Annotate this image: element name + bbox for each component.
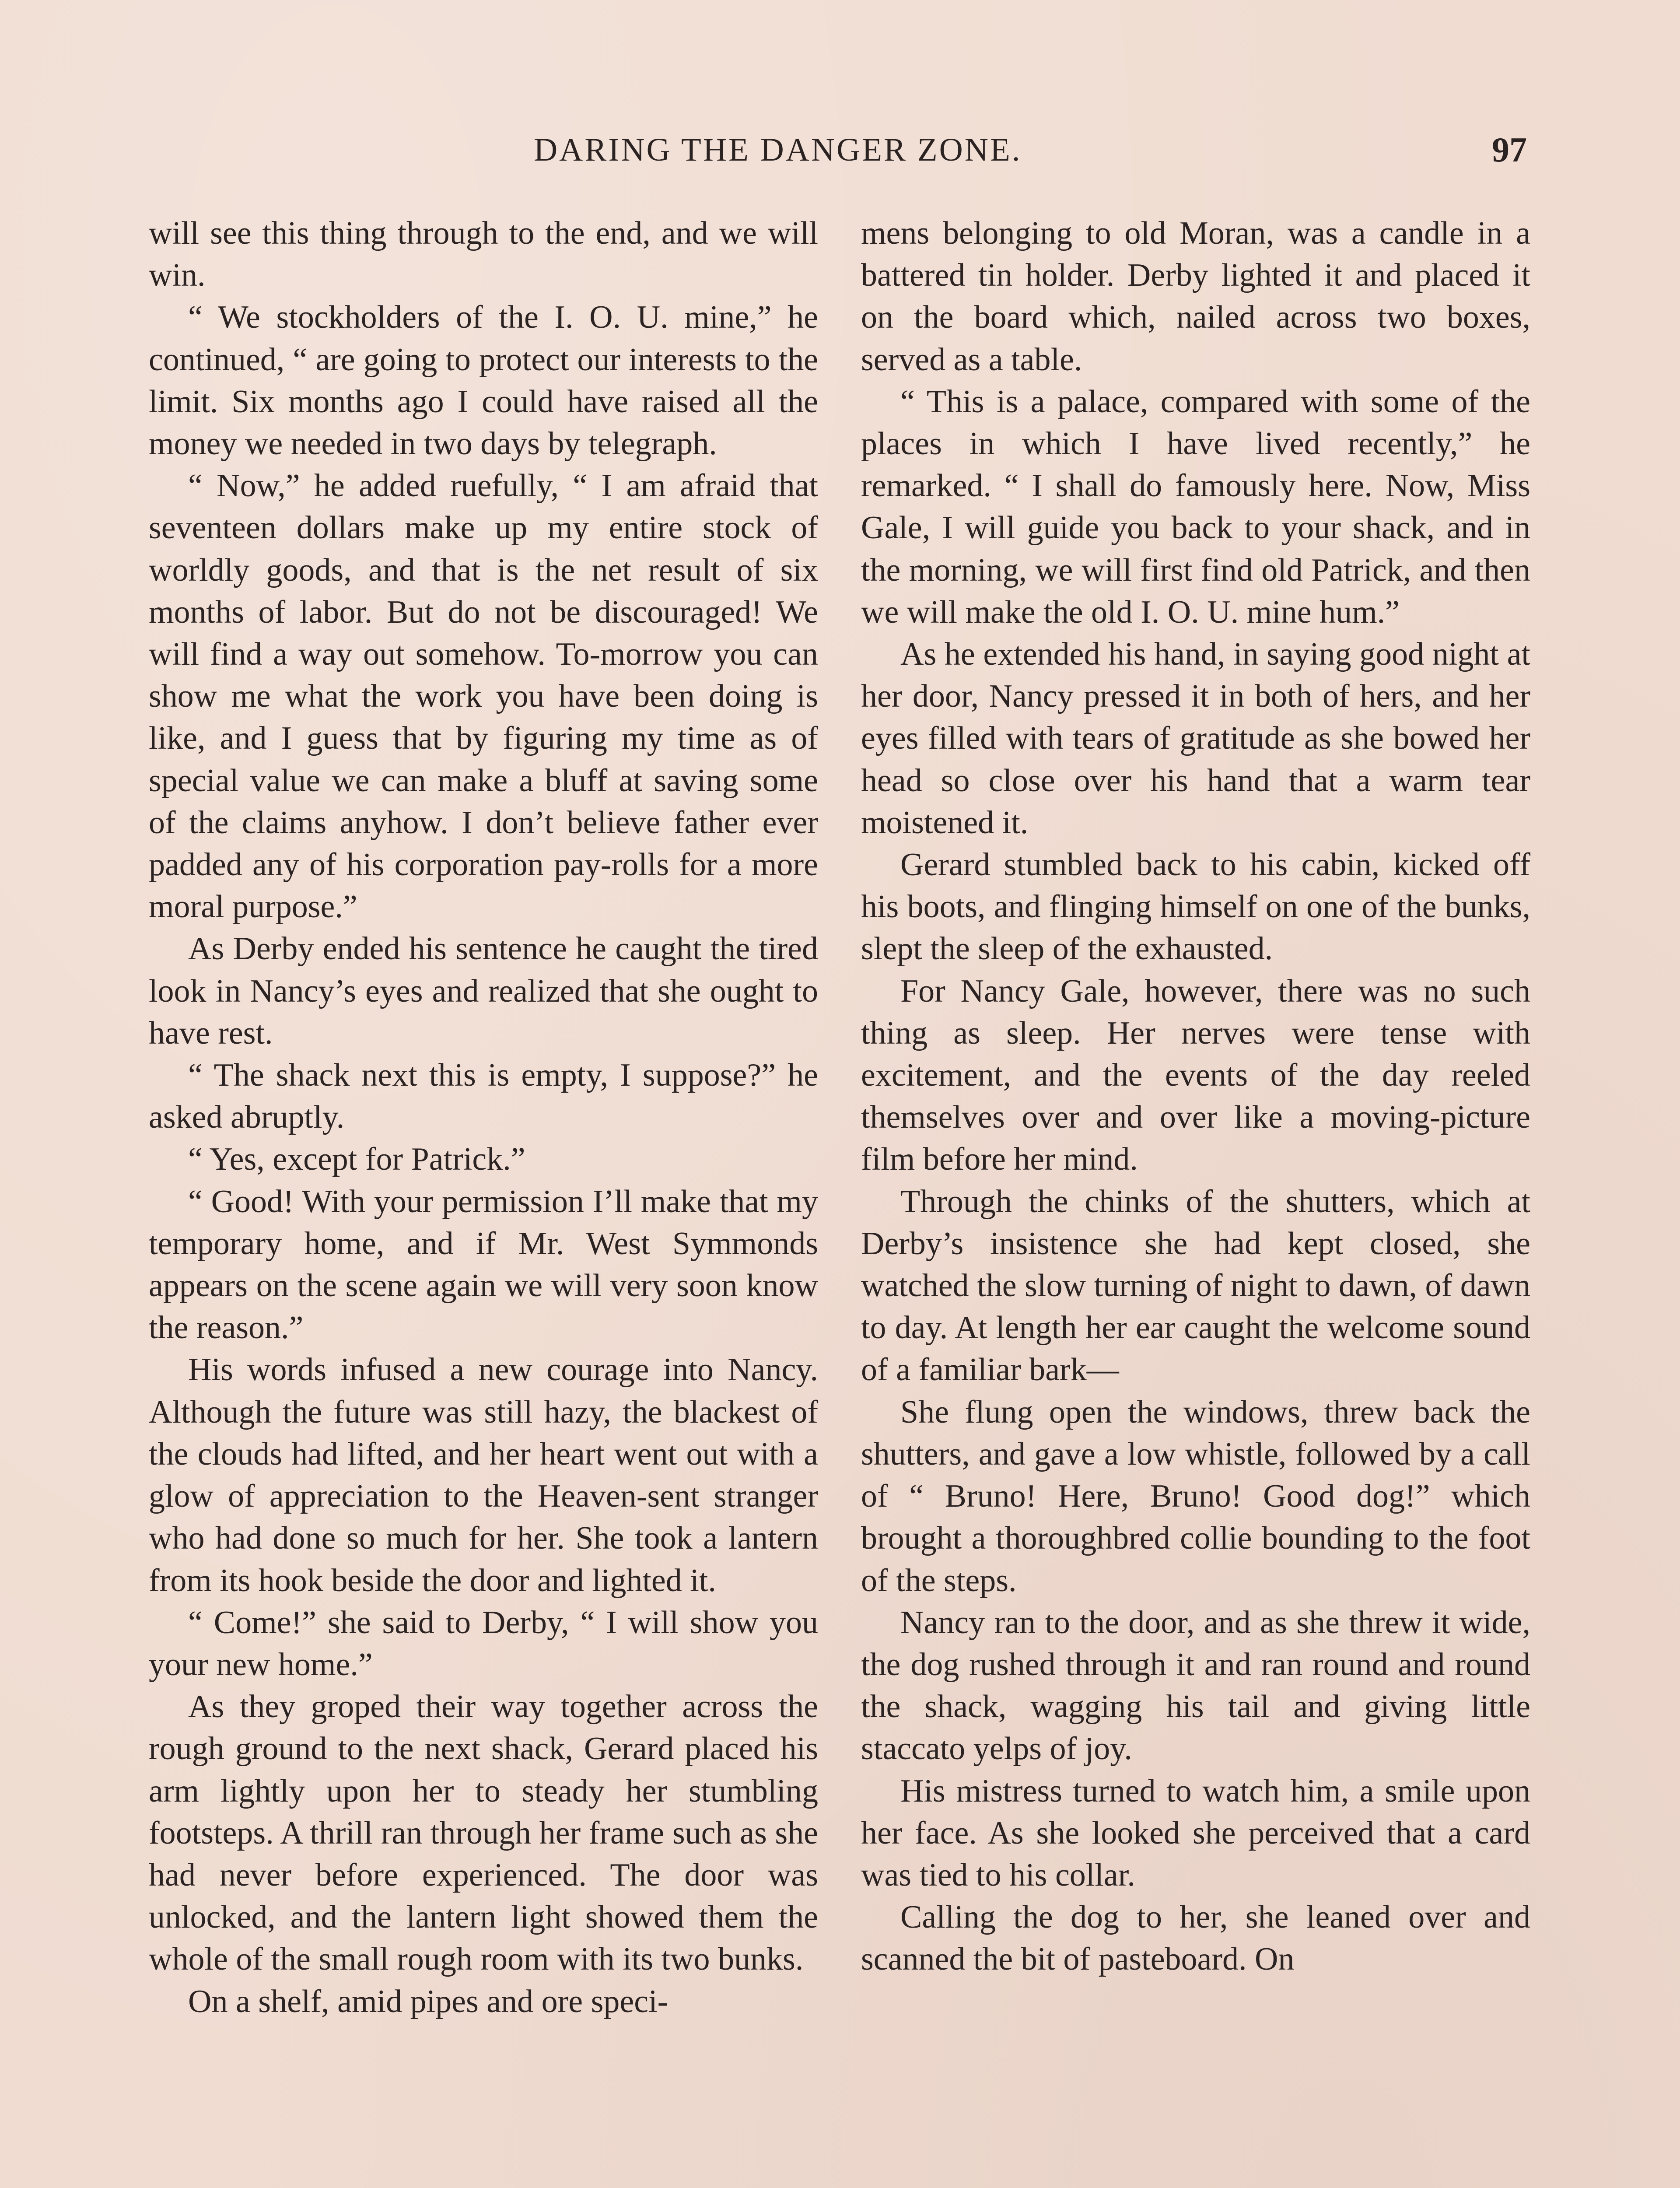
paragraph: Calling the dog to her, she leaned over and scanned the bit of pasteboard. On — [861, 1899, 1530, 1978]
paragraph: “ Good! With your permission I’ll make that my temporary home, and if Mr. West Symmonds appears on the scene again we will very soon know the reason.” — [149, 1183, 818, 1346]
paragraph: “ The shack next this is empty, I suppose?” he asked abruptly. — [149, 1057, 818, 1136]
paragraph: As they groped their way together across the rough ground to the next shack, Gerard placed his arm lightly upon her to steady her stumbling footsteps. A thrill ran through her frame such as she had never before experienced. The door was unlocked, and the lantern light showed them the whole of the small rough room with its two bunks. — [149, 1689, 818, 1978]
paragraph: On a shelf, amid pipes and ore speci- — [188, 1983, 668, 2020]
paragraph: “ Come!” she said to Derby, “ I will show you your new home.” — [149, 1604, 818, 1683]
paragraph: “ This is a palace, compared with some of the places in which I have lived recently,” he remarked. “ I shall do famously here. Now, Miss Gale, I will guide you back to your shack, and in the morning, we will first find old Patrick, and then we will make the old I. O. U. mine hum.” — [861, 383, 1530, 630]
paragraph: Nancy ran to the door, and as she threw it wide, the dog rushed through it and ran round and round the shack, wagging his tail and giving little staccato yelps of joy. — [861, 1604, 1530, 1767]
paragraph: “ We stockholders of the I. O. U. mine,” he continued, “ are going to protect our interests to the limit. Six months ago I could have raised all the money we needed in two days by telegraph. — [149, 299, 818, 462]
paragraph: “ Yes, except for Patrick.” — [188, 1141, 525, 1178]
paragraph: For Nancy Gale, however, there was no such thing as sleep. Her nerves were tense with excitement, and the events of the day reeled themselves over and over like a moving-picture film before her mind. — [861, 973, 1530, 1178]
paragraph: His words infused a new courage into Nancy. Although the future was still hazy, the blackest of the clouds had lifted, and her heart went out with a glow of appreciation to the Heaven-sent stranger who had done so much for her. She took a lantern from its hook beside the door and lighted it. — [149, 1352, 818, 1599]
left-text-column — [149, 212, 818, 2023]
paragraph: His mistress turned to watch him, a smile upon her face. As she looked she perceived that a card was tied to his collar. — [861, 1773, 1530, 1893]
paragraph: mens belonging to old Moran, was a candle in a battered tin holder. Derby lighted it and placed it on the board which, nailed across two boxes, served as a table. — [861, 215, 1530, 378]
page-number: 97 — [1492, 131, 1527, 169]
paragraph: As Derby ended his sentence he caught the tired look in Nancy’s eyes and realized that she ought to have rest. — [149, 931, 818, 1051]
paragraph: Through the chinks of the shutters, which at Derby’s insistence she had kept closed, she watched the slow turning of night to dawn, of dawn to day. At length her ear caught the welcome sound of a familiar bark— — [861, 1183, 1530, 1388]
paragraph: As he extended his hand, in saying good night at her door, Nancy pressed it in both of hers, and her eyes filled with tears of gratitude as she bowed her head so close over his hand that a warm tear moistened it. — [861, 636, 1530, 841]
paragraph: will see this thing through to the end, and we will win. — [149, 215, 818, 294]
running-header: DARING THE DANGER ZONE. — [534, 132, 1022, 168]
right-text-column — [861, 212, 1530, 1981]
paragraph: She flung open the windows, threw back the shutters, and gave a low whistle, followed by a call of “ Bruno! Here, Bruno! Good dog!” which brought a thoroughbred collie bounding to the foot of the steps. — [861, 1394, 1530, 1599]
paragraph: “ Now,” he added ruefully, “ I am afraid that seventeen dollars make up my entire stock of worldly goods, and that is the net result of six months of labor. But do not be discouraged! We will find a way out somehow. To-morrow you can show me what the work you have been doing is like, and I guess that by figuring my time as of special value we can make a bluff at saving some of the claims anyhow. I don’t believe father ever padded any of his corporation pay-rolls for a more moral purpose.” — [149, 468, 818, 925]
paragraph: Gerard stumbled back to his cabin, kicked off his boots, and flinging himself on one of the bunks, slept the sleep of the exhausted. — [861, 847, 1530, 967]
